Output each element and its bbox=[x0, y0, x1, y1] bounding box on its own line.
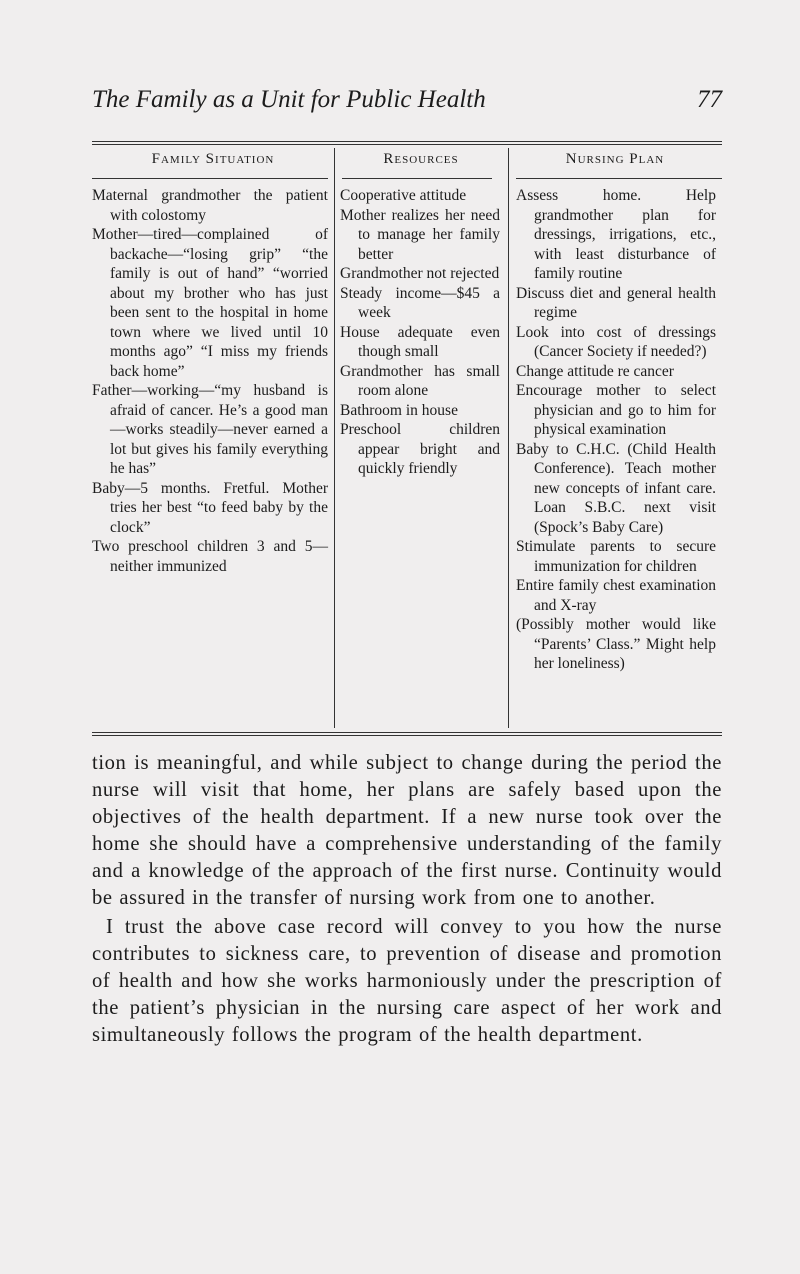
resources-cell bbox=[334, 186, 508, 674]
resources-item: Bathroom in house bbox=[340, 401, 458, 419]
resources-item: Steady income—$45 a week bbox=[340, 284, 500, 321]
family-situation-item: Baby—5 months. Fretful. Mother tries her best “to feed baby by the clock” bbox=[92, 479, 328, 536]
nursing-plan-item: Entire family chest examination and X-ray bbox=[516, 577, 716, 614]
running-title: The Family as a Unit for Public Health bbox=[92, 86, 486, 113]
paragraph: tion is meaningful, and while subject to change during the period the nurse will visit that home, her plans are safely based upon the objectives of the health department. If a new nurse took over the home she should have a comprehensive understanding of the family and a knowledge of the approach of the first nurse. Continuity would be assured in the transfer of nursing work from one to another. bbox=[92, 752, 722, 909]
nursing-plan-item: (Possibly mother would like “Parents’ Class.” Might help her loneliness) bbox=[516, 616, 716, 672]
nursing-plan-item: Assess home. Help grandmother plan for dressings, irrigations, etc., with least disturbance of family routine bbox=[516, 187, 716, 282]
family-situation-cell bbox=[92, 186, 334, 674]
resources-item: House adequate even though small bbox=[340, 323, 500, 360]
family-situation-item: Two preschool children 3 and 5—neither immunized bbox=[92, 538, 328, 575]
family-situation-item: Father—working—“my husband is afraid of cancer. He’s a good man—works steadily—never earned a lot but gives his family everything he has” bbox=[92, 382, 328, 477]
page-header bbox=[92, 86, 722, 114]
body-text bbox=[92, 750, 722, 1049]
column-header-resources: Resources bbox=[383, 151, 459, 167]
nursing-plan-item: Look into cost of dressings (Cancer Society if needed?) bbox=[516, 323, 716, 360]
resources-item: Preschool children appear bright and quickly friendly bbox=[340, 421, 500, 477]
top-rule bbox=[92, 141, 722, 142]
header-rule-col2 bbox=[342, 178, 492, 179]
nursing-plan-item: Baby to C.H.C. (Child Health Conference). Teach mother new concepts of infant care. Loan S.B.C. next visit (Spock’s Baby Care) bbox=[516, 440, 716, 536]
top-rule-double bbox=[92, 144, 722, 145]
family-situation-item: Maternal grandmother the patient with colostomy bbox=[92, 187, 328, 224]
resources-item: Mother realizes her need to manage her family better bbox=[340, 206, 500, 263]
case-record-table bbox=[92, 148, 722, 674]
paragraph: I trust the above case record will convey to you how the nurse contributes to sickness care, to prevention of disease and promotion of health and how she works harmoniously under the prescription of the patient’s physician in the nursing care aspect of her work and simultaneously follows the program of the health department. bbox=[92, 916, 722, 1046]
resources-item: Grandmother has small room alone bbox=[340, 362, 500, 399]
header-rule-col3 bbox=[516, 178, 722, 179]
nursing-plan-cell bbox=[508, 186, 722, 674]
nursing-plan-item: Discuss diet and general health regime bbox=[516, 284, 716, 321]
table-body-row bbox=[92, 186, 722, 674]
bottom-rule-double bbox=[92, 735, 722, 736]
column-header-nursing-plan: Nursing Plan bbox=[565, 151, 665, 167]
table-header-row bbox=[92, 148, 722, 178]
column-header-family-situation: Family Situation bbox=[151, 151, 275, 167]
header-rule-col1 bbox=[92, 178, 328, 179]
nursing-plan-item: Change attitude re cancer bbox=[516, 362, 674, 380]
bottom-rule bbox=[92, 732, 722, 733]
page-number: 77 bbox=[697, 86, 722, 113]
family-situation-item: Mother—tired—complained of backache—“losing grip” “the family is out of hand” “worried about my brother who has just been sent to the hospital in home town where we lived until 10 months ago” “I miss my friends back home” bbox=[92, 226, 328, 380]
resources-item: Cooperative attitude bbox=[340, 187, 467, 204]
nursing-plan-item: Stimulate parents to secure immunization for children bbox=[516, 538, 716, 575]
resources-item: Grandmother not rejected bbox=[340, 265, 500, 282]
nursing-plan-item: Encourage mother to select physician and go to him for physical examination bbox=[516, 382, 716, 438]
